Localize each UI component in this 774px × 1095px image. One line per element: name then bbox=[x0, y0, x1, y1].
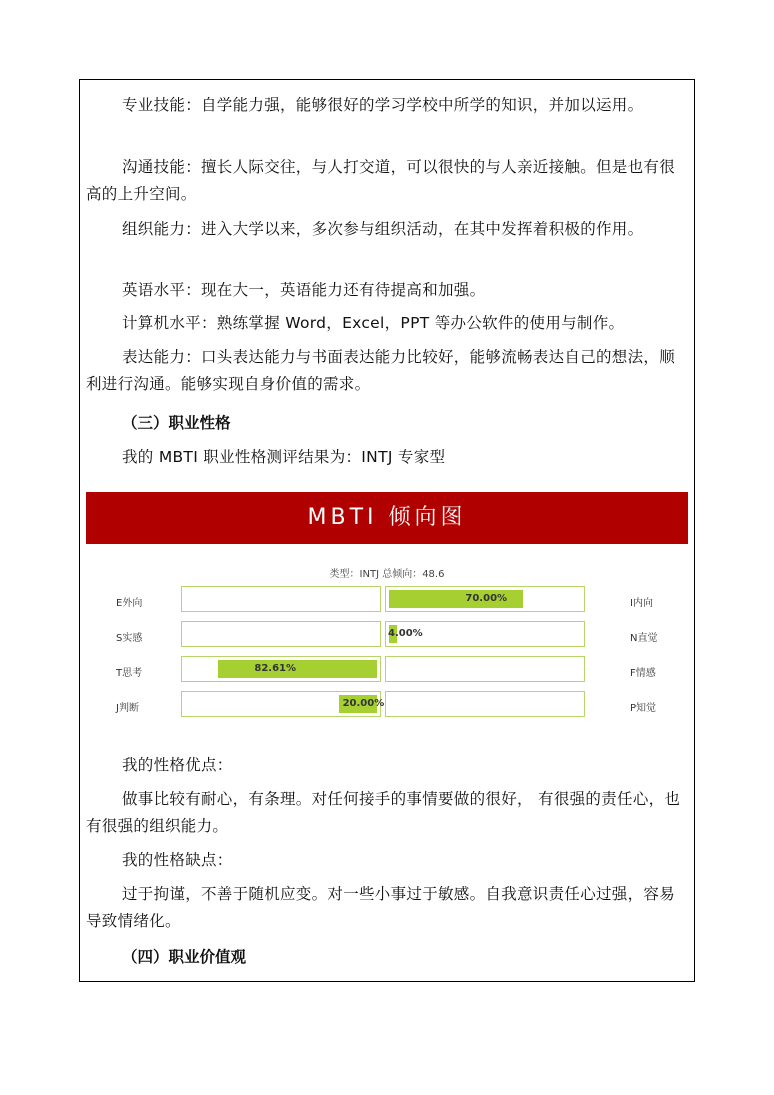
mbti-bar-track-right bbox=[385, 621, 585, 647]
strengths-title: 我的性格优点： bbox=[122, 756, 233, 774]
mbti-bar-value: 70.00% bbox=[465, 593, 508, 604]
computer-paragraph: 计算机水平：熟练掌握 Word，Excel，PPT 等办公软件的使用与制作。 bbox=[122, 314, 625, 332]
mbti-chart-subtitle: 类型：INTJ 总倾向：48.6 bbox=[329, 569, 445, 580]
expression-paragraph: 表达能力：口头表达能力与书面表达能力比较好，能够流畅表达自己的想法，顺利进行沟通。能够实现自身价值的需求。 bbox=[86, 348, 676, 393]
weaknesses-text: 过于拘谨，不善于随机应变。对一些小事过于敏感。自我意识责任心过强，容易导致情绪化。 bbox=[86, 885, 676, 930]
mbti-result: 我的 MBTI 职业性格测评结果为：INTJ 专家型 bbox=[122, 448, 446, 466]
section-heading-3: （三）职业性格 bbox=[122, 414, 231, 432]
mbti-bar-track-left bbox=[181, 656, 381, 682]
mbti-left-label: E外向 bbox=[116, 598, 143, 609]
mbti-bar-value: 20.00% bbox=[342, 698, 385, 709]
mbti-bar-value: 82.61% bbox=[254, 663, 297, 674]
mbti-bar-fill bbox=[218, 660, 377, 678]
mbti-bar-track-left bbox=[181, 691, 385, 717]
mbti-chart-title: MBTI 倾向图 bbox=[86, 492, 688, 544]
mbti-right-label: I内向 bbox=[630, 598, 653, 609]
skill-paragraph: 专业技能：自学能力强，能够很好的学习学校中所学的知识，并加以运用。 bbox=[122, 96, 644, 114]
mbti-bar-track-right bbox=[385, 691, 585, 717]
organization-paragraph: 组织能力：进入大学以来，多次参与组织活动，在其中发挥着积极的作用。 bbox=[122, 220, 644, 238]
mbti-bar-track-left bbox=[181, 621, 381, 647]
strengths-text: 做事比较有耐心，有条理。对任何接手的事情要做的很好， 有很强的责任心，也有很强的组织能力。 bbox=[86, 790, 681, 835]
communication-paragraph: 沟通技能：擅长人际交往，与人打交道，可以很快的与人亲近接触。但是也有很高的上升空间。 bbox=[86, 158, 676, 203]
english-paragraph: 英语水平：现在大一，英语能力还有待提高和加强。 bbox=[122, 281, 486, 299]
mbti-right-label: F情感 bbox=[630, 668, 656, 679]
mbti-left-label: S实感 bbox=[116, 633, 143, 644]
mbti-left-label: T思考 bbox=[116, 668, 143, 679]
mbti-right-label: N直觉 bbox=[630, 633, 658, 644]
mbti-bar-track-left bbox=[181, 586, 381, 612]
weaknesses-title: 我的性格缺点： bbox=[122, 851, 233, 869]
mbti-left-label: J判断 bbox=[116, 703, 139, 714]
mbti-bar-track-right bbox=[385, 656, 585, 682]
mbti-bar-track-right bbox=[385, 586, 585, 612]
mbti-bar-value: 4.00% bbox=[388, 628, 423, 639]
section-heading-4: （四）职业价值观 bbox=[122, 948, 247, 966]
mbti-right-label: P知觉 bbox=[630, 703, 657, 714]
